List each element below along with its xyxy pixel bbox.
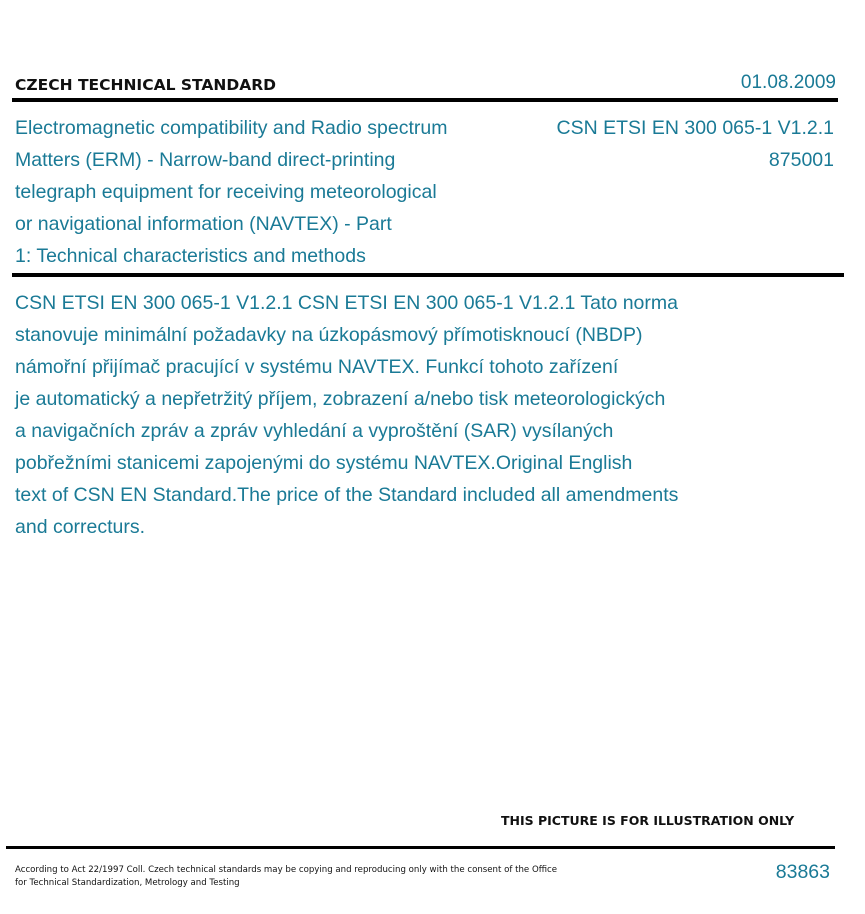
legal-line: for Technical Standardization, Metrology and Testing bbox=[15, 878, 240, 888]
catalog-number: 875001 bbox=[768, 149, 834, 171]
description-line: CSN ETSI EN 300 065-1 V1.2.1 CSN ETSI EN 300 065-1 V1.2.1 Tato norma bbox=[15, 292, 678, 314]
title-line: Electromagnetic compatibility and Radio spectrum bbox=[15, 117, 448, 139]
description-line: námořní přijímač pracující v systému NAVTEX. Funkcí tohoto zařízení bbox=[15, 356, 619, 378]
legal-line: According to Act 22/1997 Coll. Czech technical standards may be copying and reproducing only with the consent of the Office bbox=[15, 865, 558, 875]
document-id: 83863 bbox=[775, 861, 830, 883]
title-line: Matters (ERM) - Narrow-band direct-printing bbox=[15, 149, 396, 171]
description-line: je automatický a nepřetržitý příjem, zobrazení a/nebo tisk meteorologických bbox=[15, 388, 666, 410]
description-line: and correcturs. bbox=[15, 516, 146, 538]
header-divider bbox=[12, 98, 838, 102]
footer-divider bbox=[6, 846, 835, 849]
document-description bbox=[15, 287, 795, 543]
publication-date: 01.08.2009 bbox=[740, 72, 836, 93]
standard-identifier bbox=[557, 112, 834, 176]
document-title bbox=[15, 112, 500, 272]
standard-type-label: CZECH TECHNICAL STANDARD bbox=[15, 76, 277, 94]
illustration-notice: THIS PICTURE IS FOR ILLUSTRATION ONLY bbox=[501, 813, 795, 828]
title-divider bbox=[12, 273, 844, 277]
legal-notice bbox=[15, 864, 557, 890]
title-line: or navigational information (NAVTEX) - Part bbox=[15, 213, 392, 235]
description-line: text of CSN EN Standard.The price of the Standard included all amendments bbox=[15, 484, 679, 506]
description-line: a navigačních zpráv a zpráv vyhledání a vyproštění (SAR) vysílaných bbox=[15, 420, 614, 442]
standard-code: CSN ETSI EN 300 065-1 V1.2.1 bbox=[556, 117, 834, 139]
description-line: stanovuje minimální požadavky na úzkopásmový přímotisknoucí (NBDP) bbox=[15, 324, 643, 346]
title-line: 1: Technical characteristics and methods bbox=[15, 245, 366, 267]
title-line: telegraph equipment for receiving meteorological bbox=[15, 181, 437, 203]
description-line: pobřežními stanicemi zapojenými do systému NAVTEX.Original English bbox=[15, 452, 633, 474]
